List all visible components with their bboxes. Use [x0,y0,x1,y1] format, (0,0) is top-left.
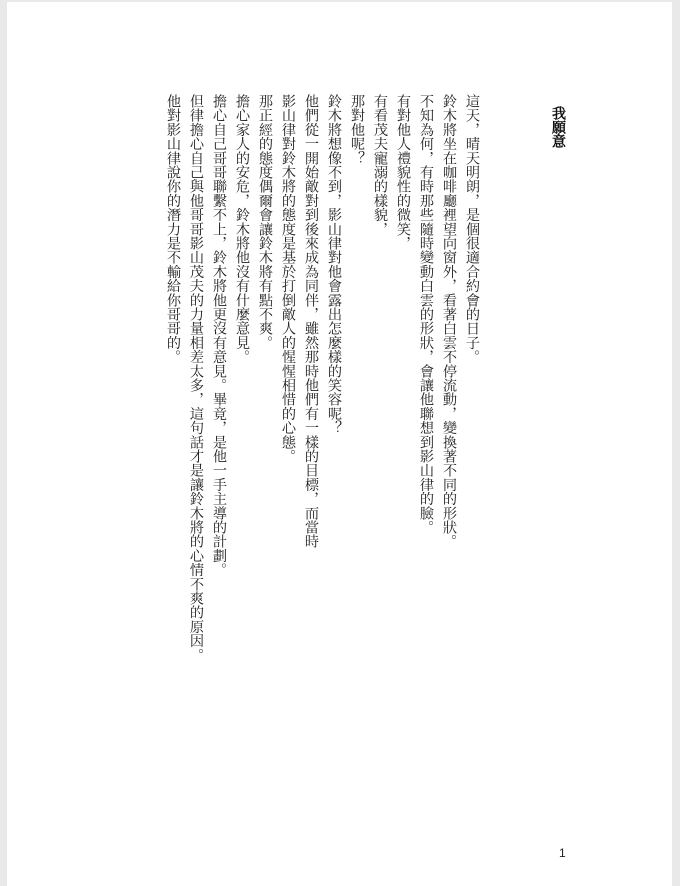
text-line: 有對他人禮貌性的微笑， [395,94,411,251]
text-line: 他們從一開始敵對到後來成為同伴，雖然那時他們有一樣的目標，而當時 [303,94,319,549]
text-line: 他對影山律說你的潛力是不輸給你哥哥的。 [165,94,181,364]
text-line: 影山律對鈴木將的態度是基於打倒敵人的惺惺相惜的心態。 [280,94,296,464]
text-line: 鈴木將坐在咖啡廳裡望向窗外，看著白雲不停流動，變換著不同的形狀。 [441,94,457,549]
text-line: 那對他呢？ [349,94,365,165]
page-number: 1 [559,846,566,860]
text-line: 不知為何，有時那些隨時變動白雲的形狀，會讓他聯想到影山律的臉。 [418,94,434,535]
text-line: 鈴木將想像不到，影山律對他會露出怎麼樣的笑容呢？ [326,94,342,435]
document-body [161,94,483,734]
document-title: 我願意 [550,106,566,148]
text-line: 這天，晴天明朗，是個很適合約會的日子。 [464,94,480,364]
text-line: 擔心家人的安危，鈴木將他沒有什麼意見。 [234,94,250,364]
text-line: 有看茂夫寵溺的樣貌， [372,94,388,236]
text-line: 擔心自己哥哥聯繫不上，鈴木將他更沒有意見。畢竟，是他一手主導的計劃。 [211,94,227,577]
text-line: 但律擔心自己與他哥哥影山茂夫的力量相差太多，這句話才是讓鈴木將的心情不爽的原因。 [188,94,204,662]
document-page [7,2,672,886]
text-line: 那正經的態度偶爾會讓鈴木將有點不爽。 [257,94,273,350]
